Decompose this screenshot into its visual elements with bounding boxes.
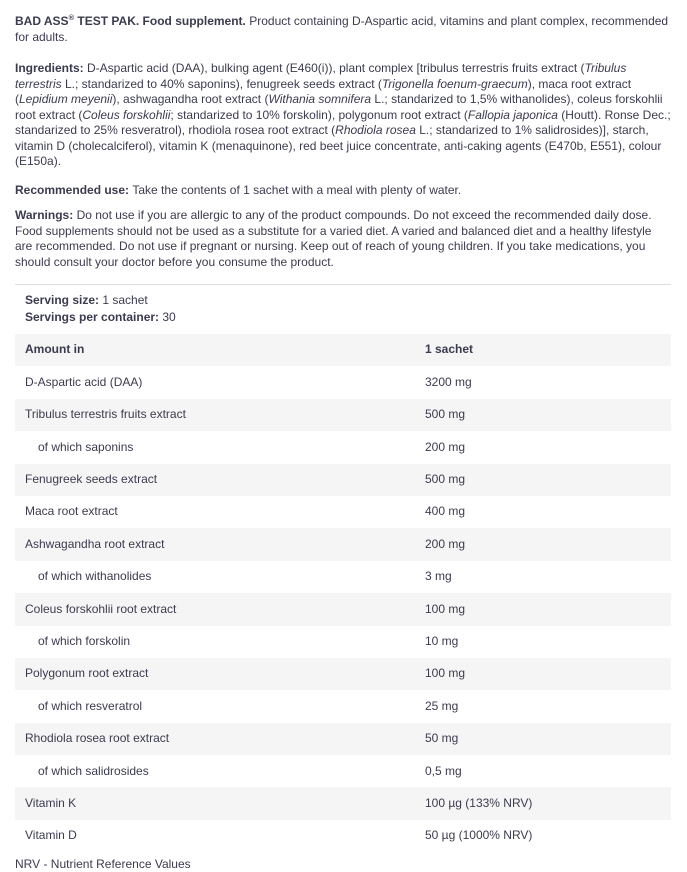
table-row bbox=[15, 820, 671, 852]
table-cell-ingredient-name: Maca root extract bbox=[25, 504, 118, 519]
table-row bbox=[15, 366, 671, 398]
table-row bbox=[15, 399, 671, 431]
table-cell-ingredient-name: of which forskolin bbox=[38, 633, 131, 648]
table-row bbox=[15, 626, 671, 658]
table-cell-amount-value: 0,5 mg bbox=[425, 763, 462, 778]
table-row bbox=[15, 561, 671, 593]
servings-per-container-label: Servings per container: bbox=[25, 309, 160, 324]
table-cell-amount-value: 50 mg bbox=[425, 731, 459, 746]
serving-size-label: Serving size: bbox=[25, 293, 100, 307]
table-cell-amount-value: 500 mg bbox=[425, 472, 466, 486]
table-cell-ingredient-name: Vitamin D bbox=[25, 828, 77, 843]
table-cell-amount-value: 25 mg bbox=[425, 698, 459, 713]
warnings-paragraph: Warnings: Do not use if you are allergic to any of the product compounds. Do not exceed the recommended daily dose. Food supplements should not be used as a substitute for a varied diet. A varied and balanced diet and a healthy lifestyle are recommended. Do not use if pregnant or nursing. Keep out of reach of young children. If you take medications, you should consult your doctor before you consume the product. bbox=[15, 208, 652, 269]
nrv-footnote: NRV - Nutrient Reference Values bbox=[15, 857, 191, 872]
table-cell-amount-value: 400 mg bbox=[425, 504, 466, 519]
table-cell-amount-value: 500 mg bbox=[425, 407, 466, 422]
table-cell-amount-value: 10 mg bbox=[425, 633, 459, 648]
table-cell-amount-value: 100 mg bbox=[425, 666, 466, 681]
table-cell-ingredient-name: Tribulus terrestris fruits extract bbox=[25, 407, 186, 422]
table-cell-ingredient-name: Vitamin K bbox=[25, 795, 77, 810]
table-header-1-sachet: 1 sachet bbox=[425, 342, 474, 357]
table-row bbox=[15, 723, 671, 755]
table-row bbox=[15, 593, 671, 625]
table-cell-ingredient-name: Fenugreek seeds extract bbox=[25, 472, 158, 486]
table-row bbox=[15, 690, 671, 722]
serving-size-line bbox=[25, 292, 671, 309]
table-cell-ingredient-name: of which withanolides bbox=[38, 569, 152, 584]
servings-per-container-line bbox=[25, 309, 671, 326]
table-row bbox=[15, 464, 671, 496]
table-cell-amount-value: 3200 mg bbox=[425, 374, 472, 389]
table-cell-amount-value: 50 µg (1000% NRV) bbox=[425, 828, 533, 843]
supplement-facts-table bbox=[15, 334, 671, 852]
table-row bbox=[15, 787, 671, 819]
table-cell-ingredient-name: of which salidrosides bbox=[38, 763, 149, 778]
table-header-row bbox=[15, 334, 671, 366]
table-row bbox=[15, 528, 671, 560]
ingredients-paragraph: Ingredients: D-Aspartic acid (DAA), bulking agent (E460(i)), plant complex [tribulus terrestris fruits extract (Tribulus terrestris L.; standarized to 40% saponins), fenugreek seeds extract (Trigonella foenum-graecum), maca root extract (Lepidium meyenii), ashwagandha root extract (Withania somnifera L.; standarized to 1,5% withanolides), coleus forskohlii root extract (Coleus forskohlii; standarized to 10% forskolin), polygonum root extract (Fallopia japonica (Houtt). Ronse Dec.; standarized to 25% resveratrol), rhodiola rosea root extract (Rhodiola rosea L.; standarized to 1% salidrosides)], starch, vitamin D (cholecalciferol), vitamin K (menaquinone), red beet juice concentrate, anti-caking agents (E470b, E551), colour (E150a). bbox=[15, 61, 671, 168]
serving-info-block bbox=[15, 284, 671, 325]
table-row bbox=[15, 496, 671, 528]
table-cell-amount-value: 100 mg bbox=[425, 601, 466, 616]
product-title-paragraph: BAD ASS® TEST PAK. Food supplement. Product containing D-Aspartic acid, vitamins and plant complex, recommended for adults. bbox=[15, 13, 669, 44]
recommended-use-paragraph: Recommended use: Take the contents of 1 sachet with a meal with plenty of water. bbox=[15, 182, 462, 197]
table-cell-ingredient-name: of which saponins bbox=[38, 439, 134, 454]
table-cell-ingredient-name: Rhodiola rosea root extract bbox=[25, 731, 170, 746]
table-row bbox=[15, 431, 671, 463]
table-cell-ingredient-name: of which resveratrol bbox=[38, 698, 143, 713]
table-row bbox=[15, 658, 671, 690]
table-cell-amount-value: 200 mg bbox=[425, 536, 466, 551]
table-header-amount-in: Amount in bbox=[25, 342, 85, 357]
table-cell-amount-value: 100 µg (133% NRV) bbox=[425, 795, 533, 810]
serving-size-value: 1 sachet bbox=[99, 293, 148, 307]
table-cell-ingredient-name: Ashwagandha root extract bbox=[25, 536, 165, 551]
table-cell-amount-value: 3 mg bbox=[425, 569, 452, 584]
table-cell-ingredient-name: Polygonum root extract bbox=[25, 666, 149, 681]
servings-per-container-value: 30 bbox=[159, 309, 176, 324]
supplement-table-body bbox=[15, 366, 671, 852]
table-cell-ingredient-name: D-Aspartic acid (DAA) bbox=[25, 374, 143, 389]
table-row bbox=[15, 755, 671, 787]
table-cell-amount-value: 200 mg bbox=[425, 439, 466, 454]
table-cell-ingredient-name: Coleus forskohlii root extract bbox=[25, 601, 177, 616]
